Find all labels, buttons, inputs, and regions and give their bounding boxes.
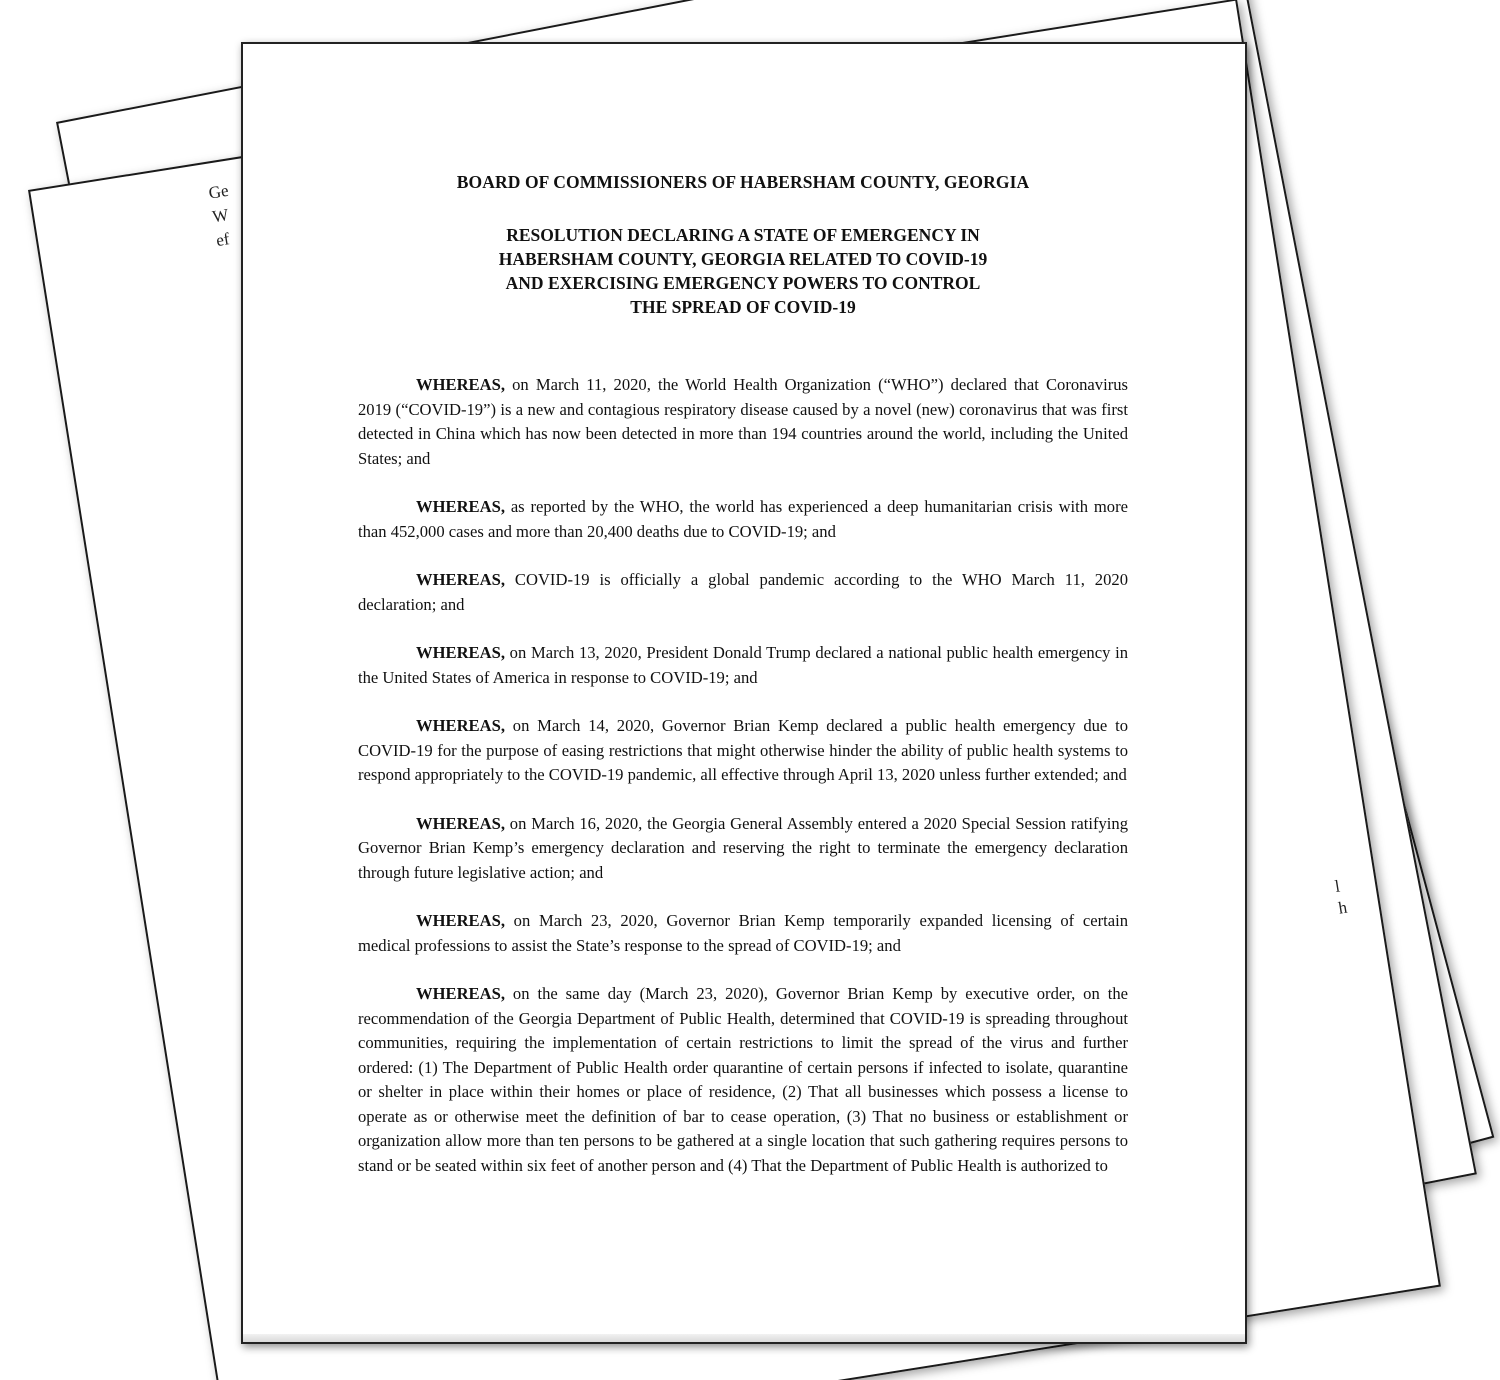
resolution-title-line: HABERSHAM COUNTY, GEORGIA RELATED TO COVID-19 [498,249,988,269]
whereas-paragraph [358,812,1128,886]
paragraph-lead: WHEREAS, [416,643,505,662]
resolution-title-line: RESOLUTION DECLARING A STATE OF EMERGENCY IN [506,225,980,245]
paragraph-text: COVID-19 is officially a global pandemic according to the WHO March 11, 2020 declaration; and [358,570,1128,614]
paragraph-text: on March 11, 2020, the World Health Organization (“WHO”) declared that Coronavirus 2019 (“COVID-19”) is a new and contagious respiratory disease caused by a novel (new) coronavirus that was first detected in China which has now been detected in more than 194 countries around the world, including the United States; and [358,375,1128,468]
paragraph-lead: WHEREAS, [416,497,505,516]
paragraph-text: on the same day (March 23, 2020), Governor Brian Kemp by executive order, on the recommendation of the Georgia Department of Public Health, determined that COVID-19 is spreading throughout communities, requiring the implementation of certain restrictions to limit the spread of the virus and further ordered: (1) The Department of Public Health order quarantine of certain persons if infected to isolate, quarantine or shelter in place within their homes or place of residence, (2) That all businesses which possess a license to operate as or otherwise meet the definition of bar to cease operation, (3) That no business or establishment or organization allow more than ten persons to be gathered at a single location that such gathering requires persons to stand or be seated within six feet of another person and (4) That the Department of Public Health is authorized to [358,984,1128,1175]
whereas-paragraph [358,641,1128,690]
document-header: BOARD OF COMMISSIONERS OF HABERSHAM COUNTY, GEORGIA [456,172,1030,192]
whereas-paragraph [358,568,1128,617]
paragraph-lead: WHEREAS, [416,813,505,833]
paragraph-lead: WHEREAS, [416,911,505,930]
paragraph-text: on March 14, 2020, Governor Brian Kemp declared a public health emergency due to COVID-19 for the purpose of easing restrictions that might otherwise hinder the ability of public health systems to respond appropriately to the COVID-19 pandemic, all effective through April 13, 2020 unless further extended; and [358,716,1128,784]
whereas-paragraph [358,495,1128,544]
whereas-paragraph [358,909,1128,958]
resolution-title-line: AND EXERCISING EMERGENCY POWERS TO CONTROL [505,273,981,293]
resolution-title-line: THE SPREAD OF COVID-19 [630,297,856,317]
resolution-title [358,223,1128,319]
paragraph-text: on March 16, 2020, the Georgia General Assembly entered a 2020 Special Session ratifying Governor Brian Kemp’s emergency declaration and reserving the right to terminate the emergency declaration through future legislative action; and [358,813,1128,882]
paragraph-lead: WHEREAS, [416,570,505,589]
document-body [358,172,1128,1202]
paragraph-text: as reported by the WHO, the world has experienced a deep humanitarian crisis with more than 452,000 cases and more than 20,400 deaths due to COVID-19; and [358,497,1128,541]
document-page [241,42,1247,1344]
back-page-text-fragment: l h [1333,876,1349,918]
whereas-paragraph [358,982,1128,1178]
paragraph-text: on March 13, 2020, President Donald Trump declared a national public health emergency in the United States of America in response to COVID-19; and [358,643,1128,687]
paragraph-lead: WHEREAS, [416,375,505,394]
whereas-paragraph [358,373,1128,471]
paragraph-lead: WHEREAS, [416,984,505,1003]
paragraph-text: on March 23, 2020, Governor Brian Kemp temporarily expanded licensing of certain medical professions to assist the State’s response to the spread of COVID-19; and [358,911,1128,955]
page-bottom-edge [243,1334,1245,1342]
back-page-text-fragment: Ge W ef [207,180,231,251]
paragraph-lead: WHEREAS, [416,716,505,735]
whereas-paragraph [358,714,1128,788]
